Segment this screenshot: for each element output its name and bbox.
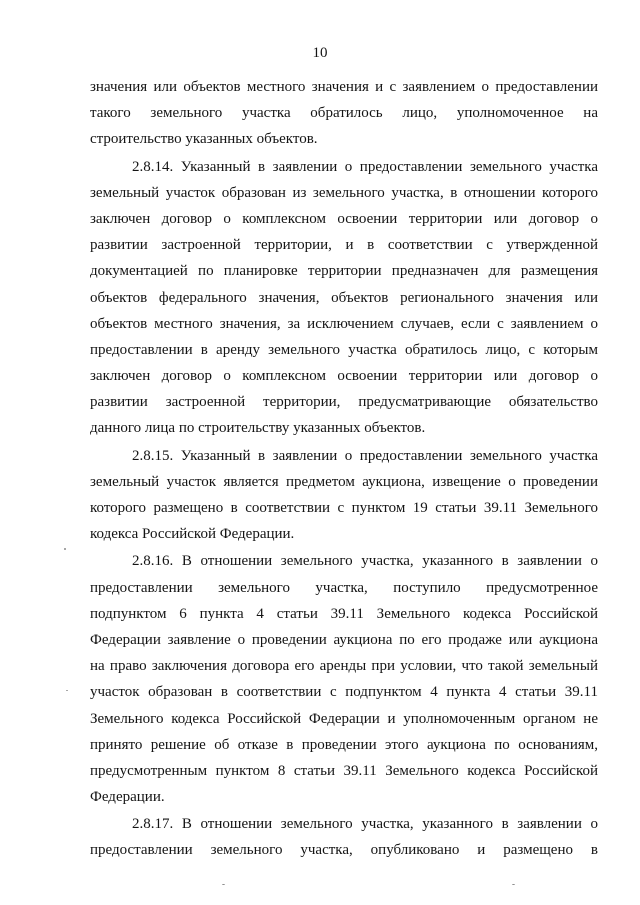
- scan-speck: [66, 690, 68, 691]
- text-line: предоставлении земельного участка, поступило предусмотренное: [90, 579, 598, 596]
- paragraph-2-8-16: [90, 548, 598, 810]
- text-line: документацией по планировке территории предназначен для размещения: [90, 263, 598, 280]
- text-line: Федерации.: [90, 789, 165, 806]
- text-line: Федерации заявление о проведении аукциона по его продаже или аукциона: [90, 631, 598, 648]
- text-line: участок образован в соответствии с подпунктом 4 пункта 4 статьи 39.11: [90, 684, 598, 701]
- text-line: развитии застроенной территории, и в соответствии с утвержденной: [90, 237, 598, 254]
- text-line: значения или объектов местного значения и с заявлением о предоставлении: [90, 79, 598, 95]
- text-line: предоставлении земельного участка, опубликовано и размещено в: [90, 842, 598, 859]
- text-line: объектов федерального значения, объектов регионального значения или: [90, 289, 598, 306]
- text-line: заключен договор о комплексном освоении территории или договор о: [90, 210, 598, 227]
- text-line: кодекса Российской Федерации.: [90, 526, 295, 543]
- text-line: такого земельного участка обратилось лицо, уполномоченное на: [90, 105, 598, 122]
- page-number: 10: [312, 45, 328, 61]
- text-line: предусмотренным пунктом 8 статьи 39.11 Земельного кодекса Российской: [90, 762, 598, 779]
- text-line: объектов местного значения, за исключением случаев, если с заявлением о: [90, 315, 598, 332]
- paragraph-2-8-17: [90, 811, 598, 863]
- text-line: на право заключения договора его аренды при условии, что такой земельный: [90, 658, 598, 675]
- paragraph-2-8-15: [90, 443, 598, 548]
- body-text: [90, 74, 598, 865]
- scan-speck: [512, 884, 515, 885]
- text-line: данного лица по строительству указанных объектов.: [90, 420, 426, 437]
- text-line: заключен договор о комплексном освоении территории или договор о: [90, 368, 598, 385]
- text-line: 2.8.17. В отношении земельного участка, указанного в заявлении о: [132, 816, 598, 833]
- scan-speck: [222, 884, 225, 885]
- text-line: Земельного кодекса Российской Федерации и уполномоченным органом не: [90, 710, 598, 727]
- text-line: 2.8.15. Указанный в заявлении о предоставлении земельного участка: [132, 447, 598, 464]
- text-line: развитии застроенной территории, предусматривающие обязательство: [90, 394, 598, 411]
- paragraph-continuation: [90, 74, 598, 153]
- text-line: земельный участок образован из земельного участка, в отношении которого: [90, 184, 598, 201]
- scan-speck: [64, 548, 66, 550]
- text-line: 2.8.16. В отношении земельного участка, указанного в заявлении о: [132, 553, 598, 570]
- paragraph-2-8-14: [90, 154, 598, 442]
- text-line: принято решение об отказе в проведении этого аукциона по основаниям,: [90, 736, 598, 753]
- text-line: земельный участок является предметом аукциона, извещение о проведении: [90, 473, 598, 490]
- text-line: строительство указанных объектов.: [90, 131, 318, 148]
- text-line: которого размещено в соответствии с пунктом 19 статьи 39.11 Земельного: [90, 500, 598, 516]
- text-line: подпунктом 6 пункта 4 статьи 39.11 Земельного кодекса Российской: [90, 605, 598, 622]
- text-line: 2.8.14. Указанный в заявлении о предоставлении земельного участка: [132, 158, 598, 175]
- text-line: предоставлении в аренду земельного участка обратилось лицо, с которым: [90, 341, 598, 358]
